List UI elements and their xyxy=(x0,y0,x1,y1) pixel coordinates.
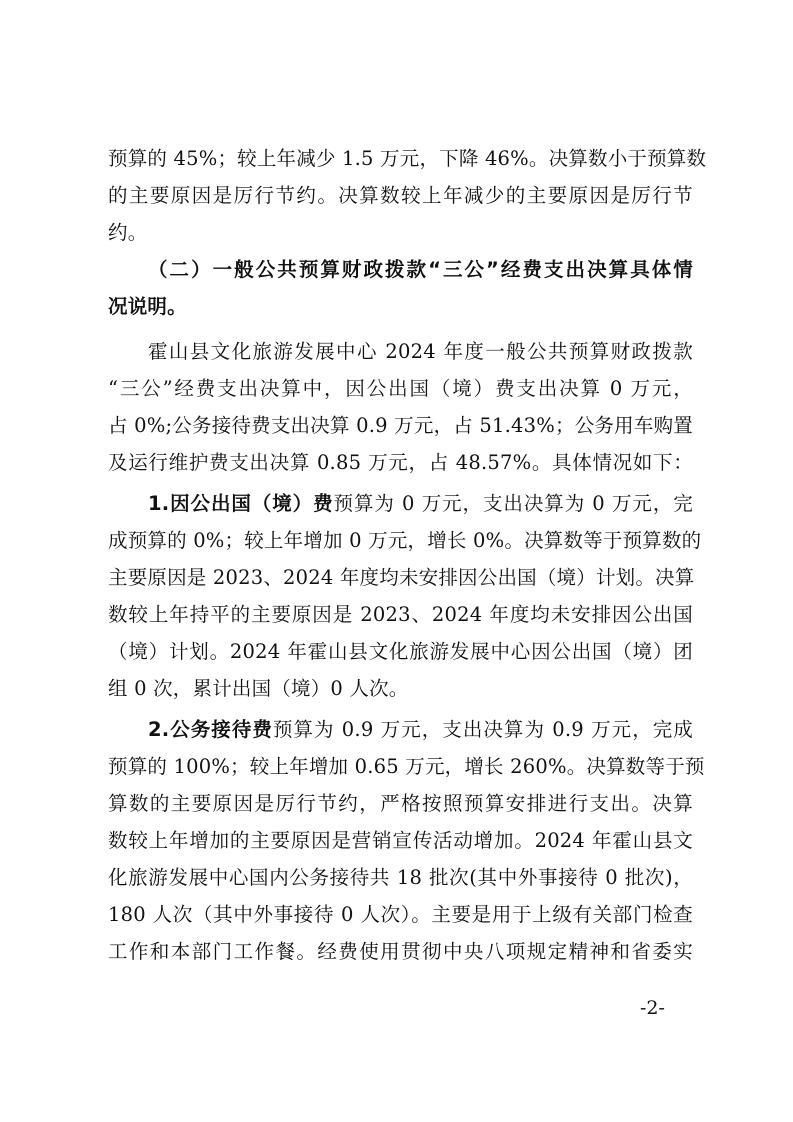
item-text: 预算为 0.9 万元，支出决算为 0.9 万元，完成 xyxy=(272,718,693,741)
item-text: 预算为 0 万元，支出决算为 0 万元，完 xyxy=(333,492,693,515)
paragraph-line: 的主要原因是厉行节约。决算数较上年减少的主要原因是厉行节 xyxy=(108,184,693,207)
paragraph-line: 预算的 45%；较上年减少 1.5 万元，下降 46%。决算数小于预算数 xyxy=(108,147,707,170)
paragraph-line: 化旅游发展中心国内公务接待共 18 批次(其中外事接待 0 批次)， xyxy=(108,866,693,889)
item-label: 1.因公出国（境）费 xyxy=(148,492,334,515)
paragraph-line: 180 人次（其中外事接待 0 人次）。主要是用于上级有关部门检查 xyxy=(108,903,693,926)
paragraph-line: 数较上年持平的主要原因是 2023、2024 年度均未安排因公出国 xyxy=(108,603,693,626)
paragraph-line: （境）计划。2024 年霍山县文化旅游发展中心因公出国（境）团 xyxy=(108,640,693,663)
item-first-line xyxy=(108,711,693,748)
paragraph-line: 及运行维护费支出决算 0.85 万元，占 48.57%。具体情况如下： xyxy=(108,451,693,474)
paragraph-line: 约。 xyxy=(108,221,148,244)
paragraph-line: 工作和本部门工作餐。经费使用贯彻中央八项规定精神和省委实 xyxy=(108,940,693,963)
paragraph-line: 预算的 100%；较上年增加 0.65 万元，增长 260%。决算数等于预 xyxy=(108,755,705,778)
paragraph-line: 算数的主要原因是厉行节约，严格按照预算安排进行支出。决算 xyxy=(108,792,693,815)
paragraph-line: 主要原因是 2023、2024 年度均未安排因公出国（境）计划。决算 xyxy=(108,566,695,589)
paragraph-line: 组 0 次，累计出国（境）0 人次。 xyxy=(108,677,409,700)
item-first-line xyxy=(108,485,693,522)
paragraph-line: 占 0%;公务接待费支出决算 0.9 万元，占 51.43%；公务用车购置 xyxy=(108,414,693,437)
section-heading: 况说明。 xyxy=(108,295,187,318)
page-number: -2- xyxy=(640,997,665,1019)
section-heading: （二）一般公共预算财政拨款“三公”经费支出决算具体情 xyxy=(148,258,693,281)
paragraph-line: 霍山县文化旅游发展中心 2024 年度一般公共预算财政拨款 xyxy=(148,340,693,363)
paragraph-line: “三公”经费支出决算中，因公出国（境）费支出决算 0 万元， xyxy=(108,377,693,400)
paragraph-line: 成预算的 0%；较上年增加 0 万元，增长 0%。决算数等于预算数的 xyxy=(108,529,702,552)
document-body xyxy=(108,140,707,970)
paragraph-line: 数较上年增加的主要原因是营销宣传活动增加。2024 年霍山县文 xyxy=(108,829,693,852)
item-label: 2.公务接待费 xyxy=(148,718,273,741)
